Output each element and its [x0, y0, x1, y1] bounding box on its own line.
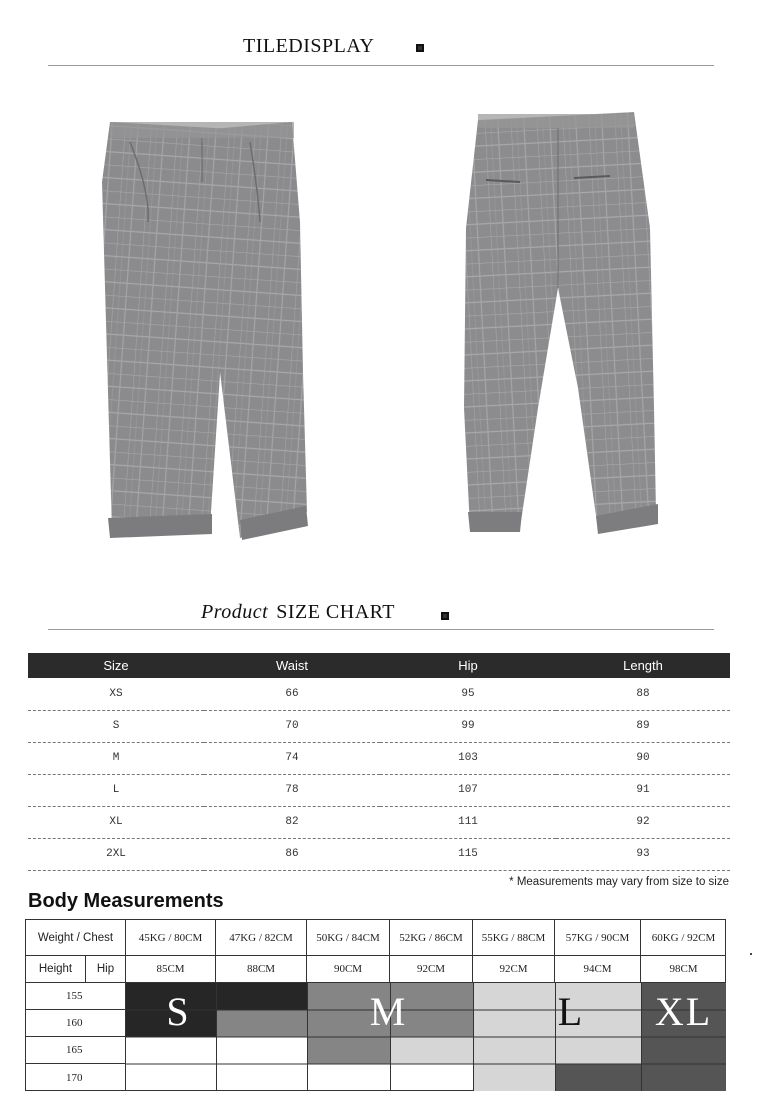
- cell: 70: [204, 710, 380, 742]
- column-header: Hip: [380, 653, 556, 678]
- cell: 115: [380, 838, 556, 870]
- cell: 88: [556, 678, 730, 710]
- cell: 103: [380, 742, 556, 774]
- brand-title: TILEDISPLAY: [243, 35, 375, 57]
- hip-cell: 94CM: [555, 956, 641, 983]
- hip-cell: 92CM: [390, 956, 473, 983]
- size-label-s: S: [166, 989, 191, 1034]
- size-chart-title: [201, 601, 395, 624]
- size-label-xl: XL: [654, 989, 713, 1034]
- size-chart-header-row: [28, 653, 730, 678]
- height-cell: 165: [26, 1037, 126, 1064]
- size-chart-title-main: SIZE CHART: [276, 601, 396, 623]
- weight-cell: 47KG / 82CM: [216, 920, 307, 956]
- cell: 74: [204, 742, 380, 774]
- height-cell: 155: [26, 983, 126, 1010]
- table-row: [28, 710, 730, 742]
- weight-cell: 60KG / 92CM: [641, 920, 726, 956]
- back-trousers-image: [458, 108, 668, 540]
- hip-cell: 90CM: [307, 956, 390, 983]
- size-label-l: L: [557, 989, 585, 1034]
- weight-cell: 55KG / 88CM: [473, 920, 555, 956]
- table-row: [28, 806, 730, 838]
- cell: XL: [28, 806, 204, 838]
- cell: 111: [380, 806, 556, 838]
- height-cell: 170: [26, 1064, 126, 1091]
- cell: 93: [556, 838, 730, 870]
- cell: 89: [556, 710, 730, 742]
- cell: 99: [380, 710, 556, 742]
- hip-cell: 92CM: [473, 956, 555, 983]
- column-header: Length: [556, 653, 730, 678]
- cell: M: [28, 742, 204, 774]
- column-header: Size: [28, 653, 204, 678]
- cell: 86: [204, 838, 380, 870]
- height-label: Height: [26, 956, 86, 983]
- cell: 95: [380, 678, 556, 710]
- cell: 82: [204, 806, 380, 838]
- table-row: [28, 838, 730, 870]
- cell: XS: [28, 678, 204, 710]
- cell: 78: [204, 774, 380, 806]
- cell: S: [28, 710, 204, 742]
- weight-cell: 45KG / 80CM: [126, 920, 216, 956]
- cell: 66: [204, 678, 380, 710]
- table-row: [28, 678, 730, 710]
- size-chart-title-italic: Product: [201, 601, 269, 623]
- size-chart-table: [28, 653, 730, 871]
- cell: 90: [556, 742, 730, 774]
- cell: 107: [380, 774, 556, 806]
- measurement-note: * Measurements may vary from size to size: [509, 876, 729, 888]
- hip-cell: 85CM: [126, 956, 216, 983]
- square-bullet-icon: [416, 44, 424, 52]
- hip-cell: 98CM: [641, 956, 726, 983]
- weight-chest-label: Weight / Chest: [26, 920, 126, 956]
- table-row: [28, 742, 730, 774]
- weight-cell: 50KG / 84CM: [307, 920, 390, 956]
- cell: 2XL: [28, 838, 204, 870]
- cell: L: [28, 774, 204, 806]
- stray-dot: [750, 953, 752, 955]
- front-trousers-image: [100, 112, 310, 544]
- weight-cell: 57KG / 90CM: [555, 920, 641, 956]
- square-bullet-icon: [441, 612, 449, 620]
- weight-cell: 52KG / 86CM: [390, 920, 473, 956]
- body-measurement-grid: [25, 919, 726, 1091]
- size-chart-header: [48, 590, 714, 630]
- hip-cell: 88CM: [216, 956, 307, 983]
- body-measurements-title: Body Measurements: [28, 890, 224, 912]
- brand-header: [48, 26, 714, 66]
- hip-label: Hip: [86, 956, 126, 983]
- cell: 91: [556, 774, 730, 806]
- cell: 92: [556, 806, 730, 838]
- size-label-m: M: [369, 989, 408, 1034]
- table-row: [28, 774, 730, 806]
- height-cell: 160: [26, 1010, 126, 1037]
- column-header: Waist: [204, 653, 380, 678]
